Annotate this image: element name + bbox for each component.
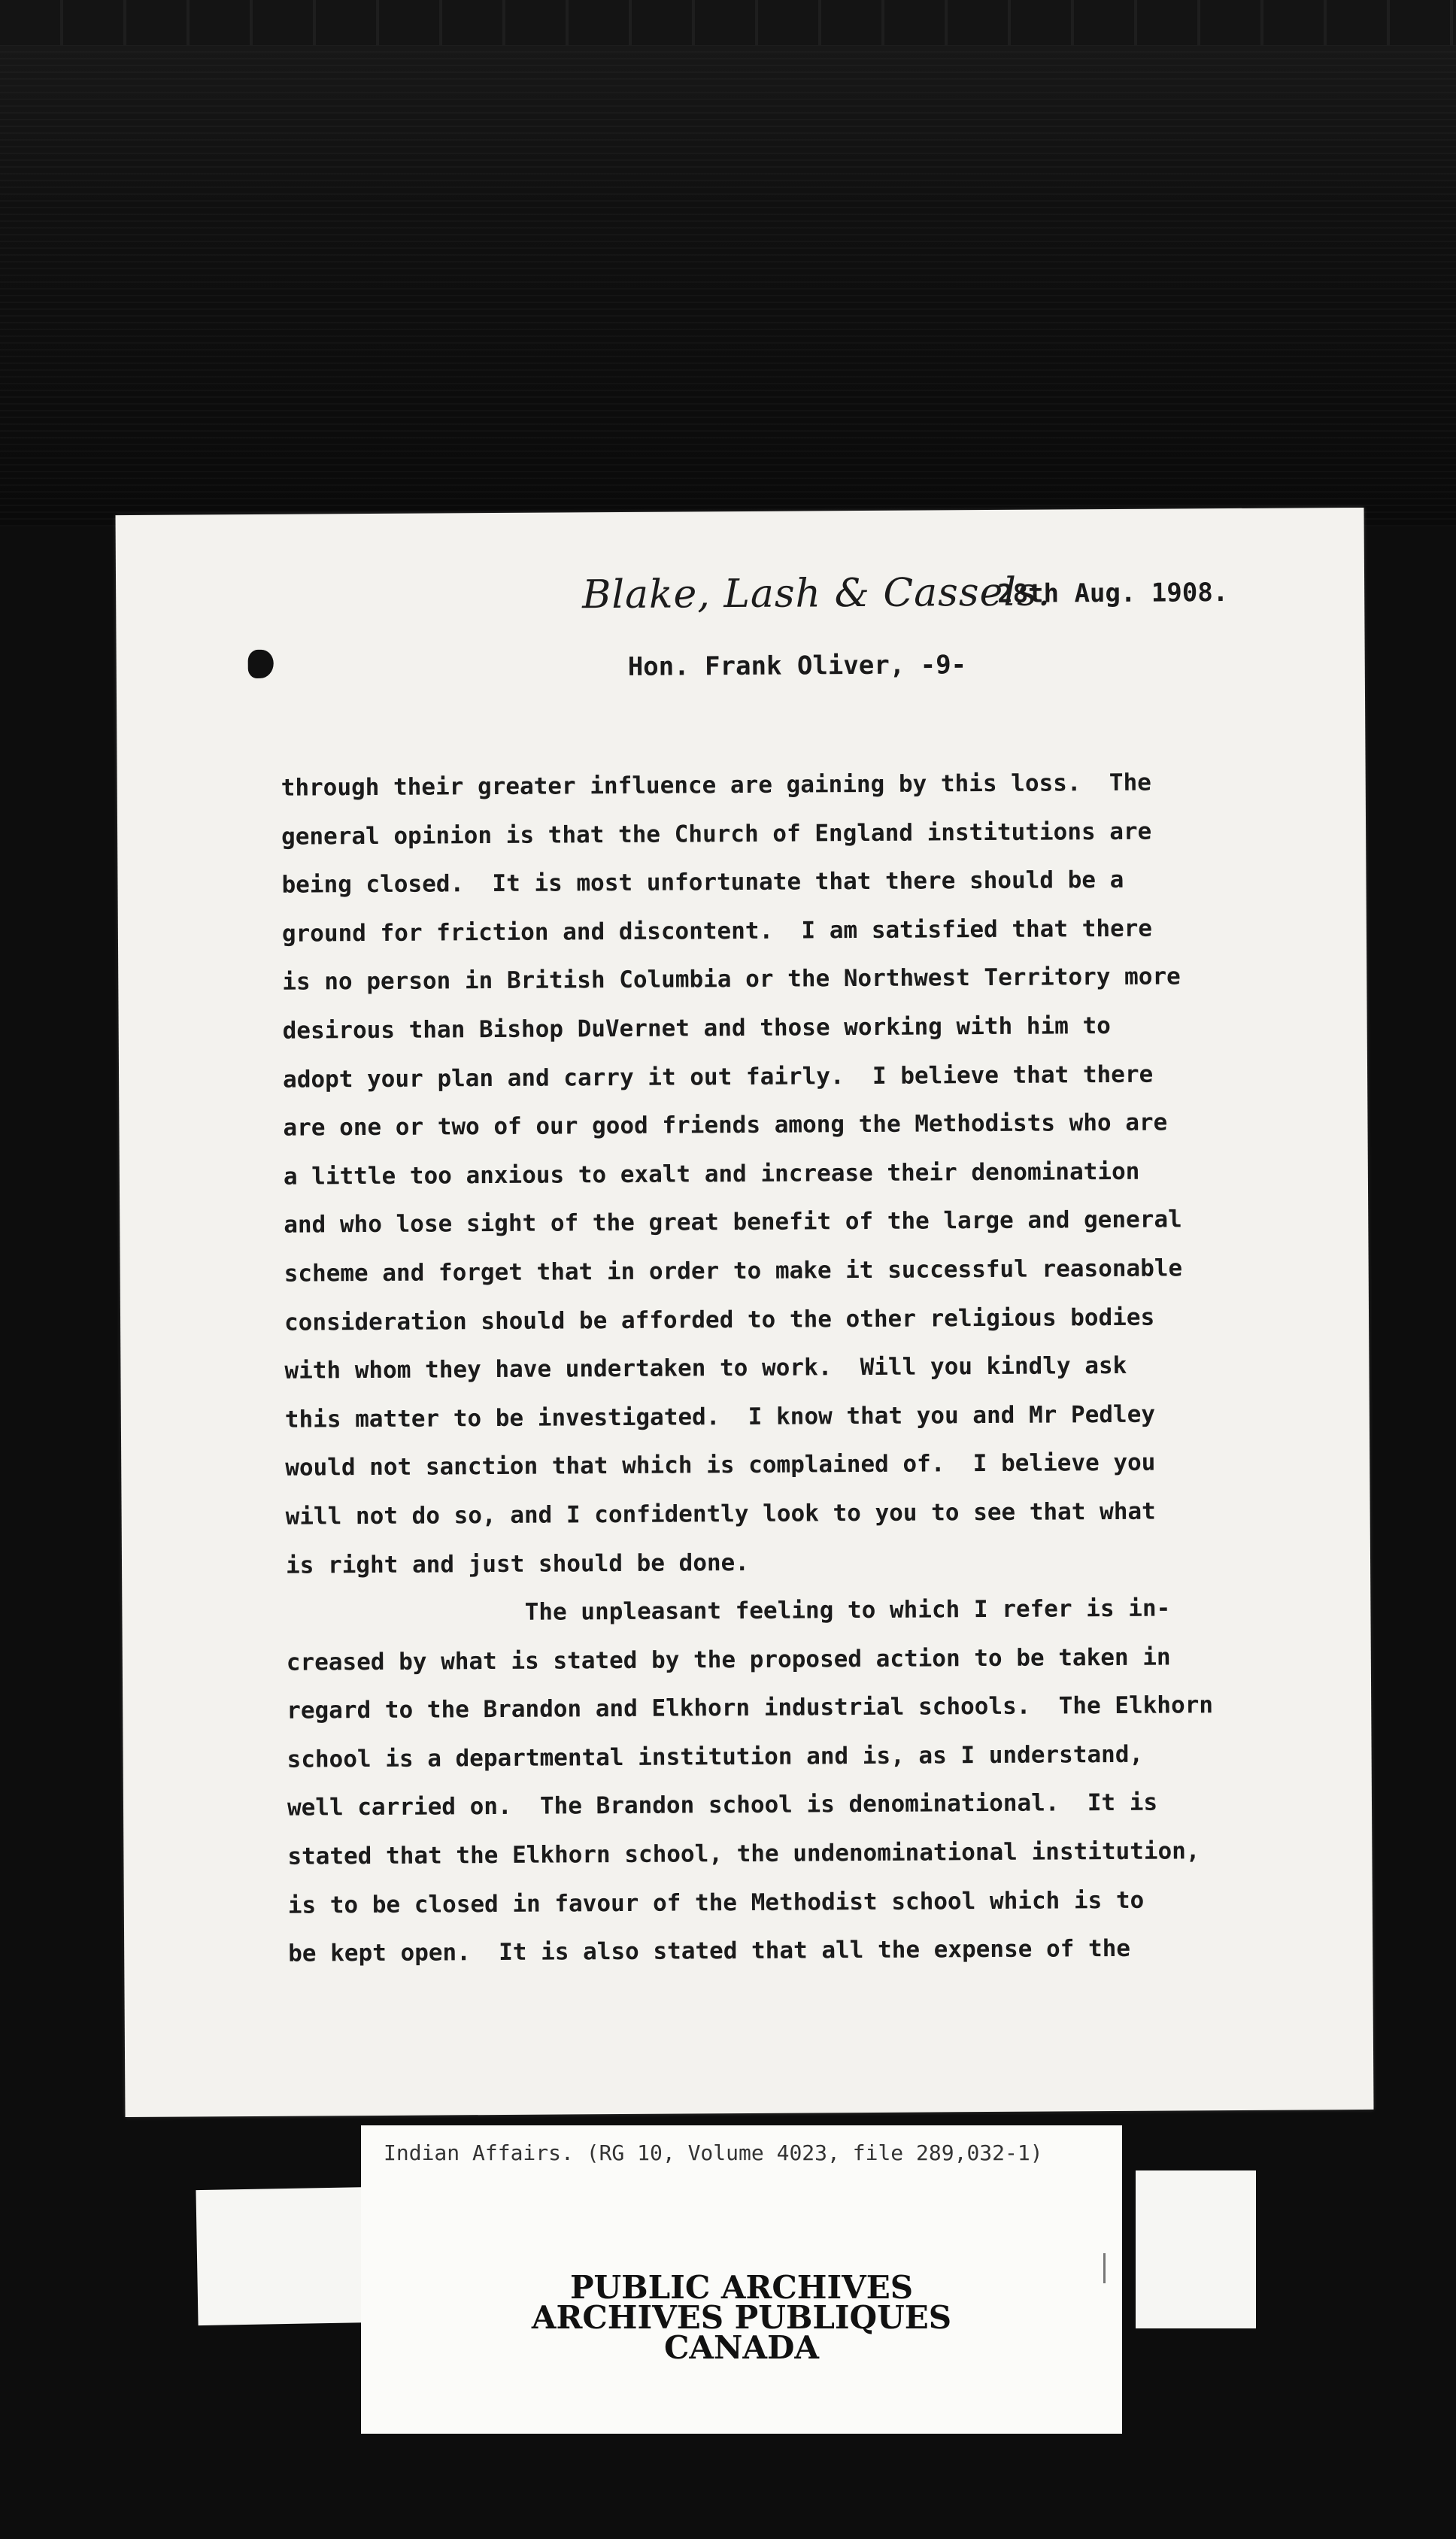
letter-body	[281, 757, 1342, 1978]
archive-stamp-line: CANADA	[663, 2329, 819, 2366]
letter-body-line: are one or two of our good friends among the Methodists who are	[283, 1109, 1168, 1142]
letter-body-line: and who lose sight of the great benefit of the large and general	[284, 1206, 1182, 1239]
archive-stamp	[361, 2269, 1122, 2366]
card-edge-mark	[1103, 2253, 1118, 2283]
letter-body-line: would not sanction that which is complained of. I believe you	[285, 1448, 1156, 1482]
letter-body-line: adopt your plan and carry it out fairly. I believe that there	[282, 1060, 1154, 1094]
letter-body-line: The unpleasant feeling to which I refer is in-	[286, 1594, 1171, 1627]
letter-body-line: desirous than Bishop DuVernet and those working with him to	[282, 1012, 1111, 1045]
archive-reference: Indian Affairs. (RG 10, Volume 4023, file 289,032-1)	[384, 2140, 1043, 2165]
letterhead-firm-name: Blake, Lash & Cassels.	[581, 569, 1051, 618]
letter-body-line: scheme and forget that in order to make it successful reasonable	[284, 1254, 1183, 1288]
letter-date: 28th Aug. 1908.	[997, 578, 1229, 609]
letter-body-line: ground for friction and discontent. I am satisfied that there	[281, 915, 1153, 948]
ink-blot	[248, 650, 274, 678]
letter-body-line: being closed. It is most unfortunate that there should be a	[281, 866, 1124, 899]
archive-stamp-line: PUBLIC ARCHIVES	[569, 2269, 914, 2306]
letter-page	[116, 508, 1374, 2117]
letter-body-line: regard to the Brandon and Elkhorn industrial schools. The Elkhorn	[287, 1691, 1214, 1725]
letter-body-line: with whom they have undertaken to work. Will you kindly ask	[284, 1352, 1127, 1385]
letter-body-line: stated that the Elkhorn school, the undenominational institution,	[287, 1837, 1200, 1870]
letter-body-line: well carried on. The Brandon school is denominational. It is	[287, 1789, 1158, 1822]
letter-body-line: is no person in British Columbia or the Northwest Territory more	[282, 963, 1181, 996]
letter-body-line: a little too anxious to exalt and increase their denomination	[283, 1157, 1140, 1191]
letter-body-line: be kept open. It is also stated that all the expense of the	[288, 1935, 1131, 1967]
addressee-line: Hon. Frank Oliver, -9-	[627, 650, 967, 682]
microfilm-background	[0, 0, 1456, 526]
film-edge	[0, 0, 1456, 45]
letter-body-line: is to be closed in favour of the Methodist school which is to	[287, 1886, 1145, 1919]
letter-body-line: general opinion is that the Church of England institutions are	[281, 818, 1152, 851]
paper-slip-left	[196, 2187, 378, 2325]
archive-reference-card	[361, 2125, 1122, 2434]
letter-body-line: creased by what is stated by the proposed action to be taken in	[286, 1643, 1171, 1676]
letter-body-line: through their greater influence are gaining by this loss. The	[281, 769, 1151, 802]
paper-slip-right	[1136, 2170, 1256, 2328]
letter-body-line: this matter to be investigated. I know that you and Mr Pedley	[284, 1400, 1156, 1433]
letter-body-line: school is a departmental institution and is, as I understand,	[287, 1740, 1144, 1773]
archive-stamp-line: ARCHIVES PUBLIQUES	[531, 2299, 952, 2336]
letter-body-line: is right and just should be done.	[285, 1549, 750, 1579]
letter-body-line: consideration should be afforded to the other religious bodies	[284, 1303, 1155, 1336]
letter-body-line: will not do so, and I confidently look to you to see that what	[285, 1497, 1156, 1530]
